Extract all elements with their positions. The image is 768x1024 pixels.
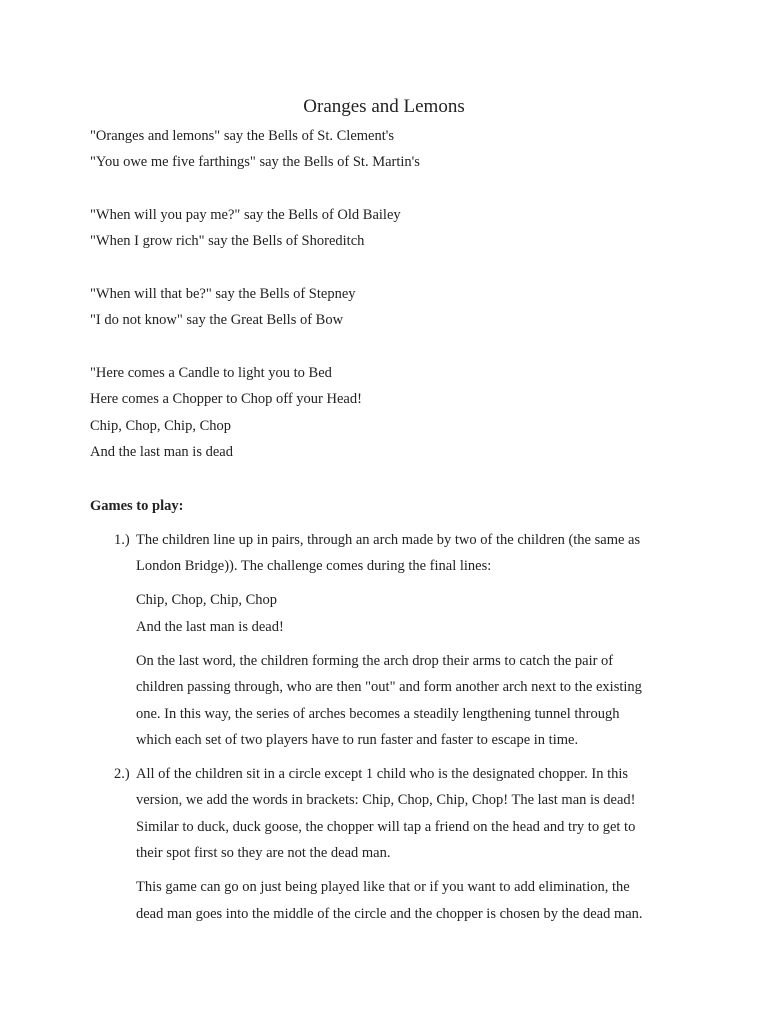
game-2-para-line-1: This game can go on just being played like that or if you want to add elimination, the bbox=[136, 879, 630, 895]
page-title: Oranges and Lemons bbox=[303, 96, 465, 117]
verse-1-line-1: "Oranges and lemons" say the Bells of St. Clement's bbox=[90, 128, 395, 144]
verse-4-line-3: Chip, Chop, Chip, Chop bbox=[90, 418, 231, 434]
game-1-quote-line-1: Chip, Chop, Chip, Chop bbox=[136, 592, 277, 608]
game-2-intro-line-1: All of the children sit in a circle except 1 child who is the designated chopper. In this bbox=[136, 766, 629, 782]
game-1-intro-line-2: London Bridge)). The challenge comes during the final lines: bbox=[136, 558, 492, 574]
game-1-quote-line-2: And the last man is dead! bbox=[136, 619, 284, 635]
verse-4-line-1: "Here comes a Candle to light you to Bed bbox=[90, 365, 332, 381]
game-2-intro-line-3: Similar to duck, duck goose, the chopper will tap a friend on the head and try to get to bbox=[136, 819, 636, 835]
verse-4-line-2: Here comes a Chopper to Chop off your Head! bbox=[90, 391, 362, 407]
verse-2-line-2: "When I grow rich" say the Bells of Shoreditch bbox=[90, 233, 365, 249]
verse-2-line-1: "When will you pay me?" say the Bells of Old Bailey bbox=[90, 207, 401, 223]
verse-3-line-1: "When will that be?" say the Bells of Stepney bbox=[90, 286, 356, 302]
games-heading: Games to play: bbox=[90, 498, 184, 514]
game-1-para-line-4: which each set of two players have to run faster and faster to escape in time. bbox=[136, 732, 579, 748]
verse-3-line-2: "I do not know" say the Great Bells of Bow bbox=[90, 312, 344, 328]
game-1-intro-line-1: The children line up in pairs, through an arch made by two of the children (the same as bbox=[136, 532, 641, 548]
verse-1-line-2: "You owe me five farthings" say the Bells of St. Martin's bbox=[90, 154, 420, 170]
game-1-number: 1.) bbox=[114, 532, 130, 548]
game-1-para-line-3: one. In this way, the series of arches becomes a steadily lengthening tunnel through bbox=[136, 706, 620, 722]
verse-4-line-4: And the last man is dead bbox=[90, 444, 233, 460]
game-1-para-line-2: children passing through, who are then "out" and form another arch next to the existing bbox=[136, 679, 642, 695]
game-2-para-line-2: dead man goes into the middle of the circle and the chopper is chosen by the dead man. bbox=[136, 906, 643, 922]
game-2-intro-line-2: version, we add the words in brackets: Chip, Chop, Chip, Chop! The last man is dead! bbox=[136, 792, 636, 808]
game-2-number: 2.) bbox=[114, 766, 130, 782]
game-1-para-line-1: On the last word, the children forming the arch drop their arms to catch the pair of bbox=[136, 653, 614, 669]
game-2-intro-line-4: their spot first so they are not the dead man. bbox=[136, 845, 391, 861]
